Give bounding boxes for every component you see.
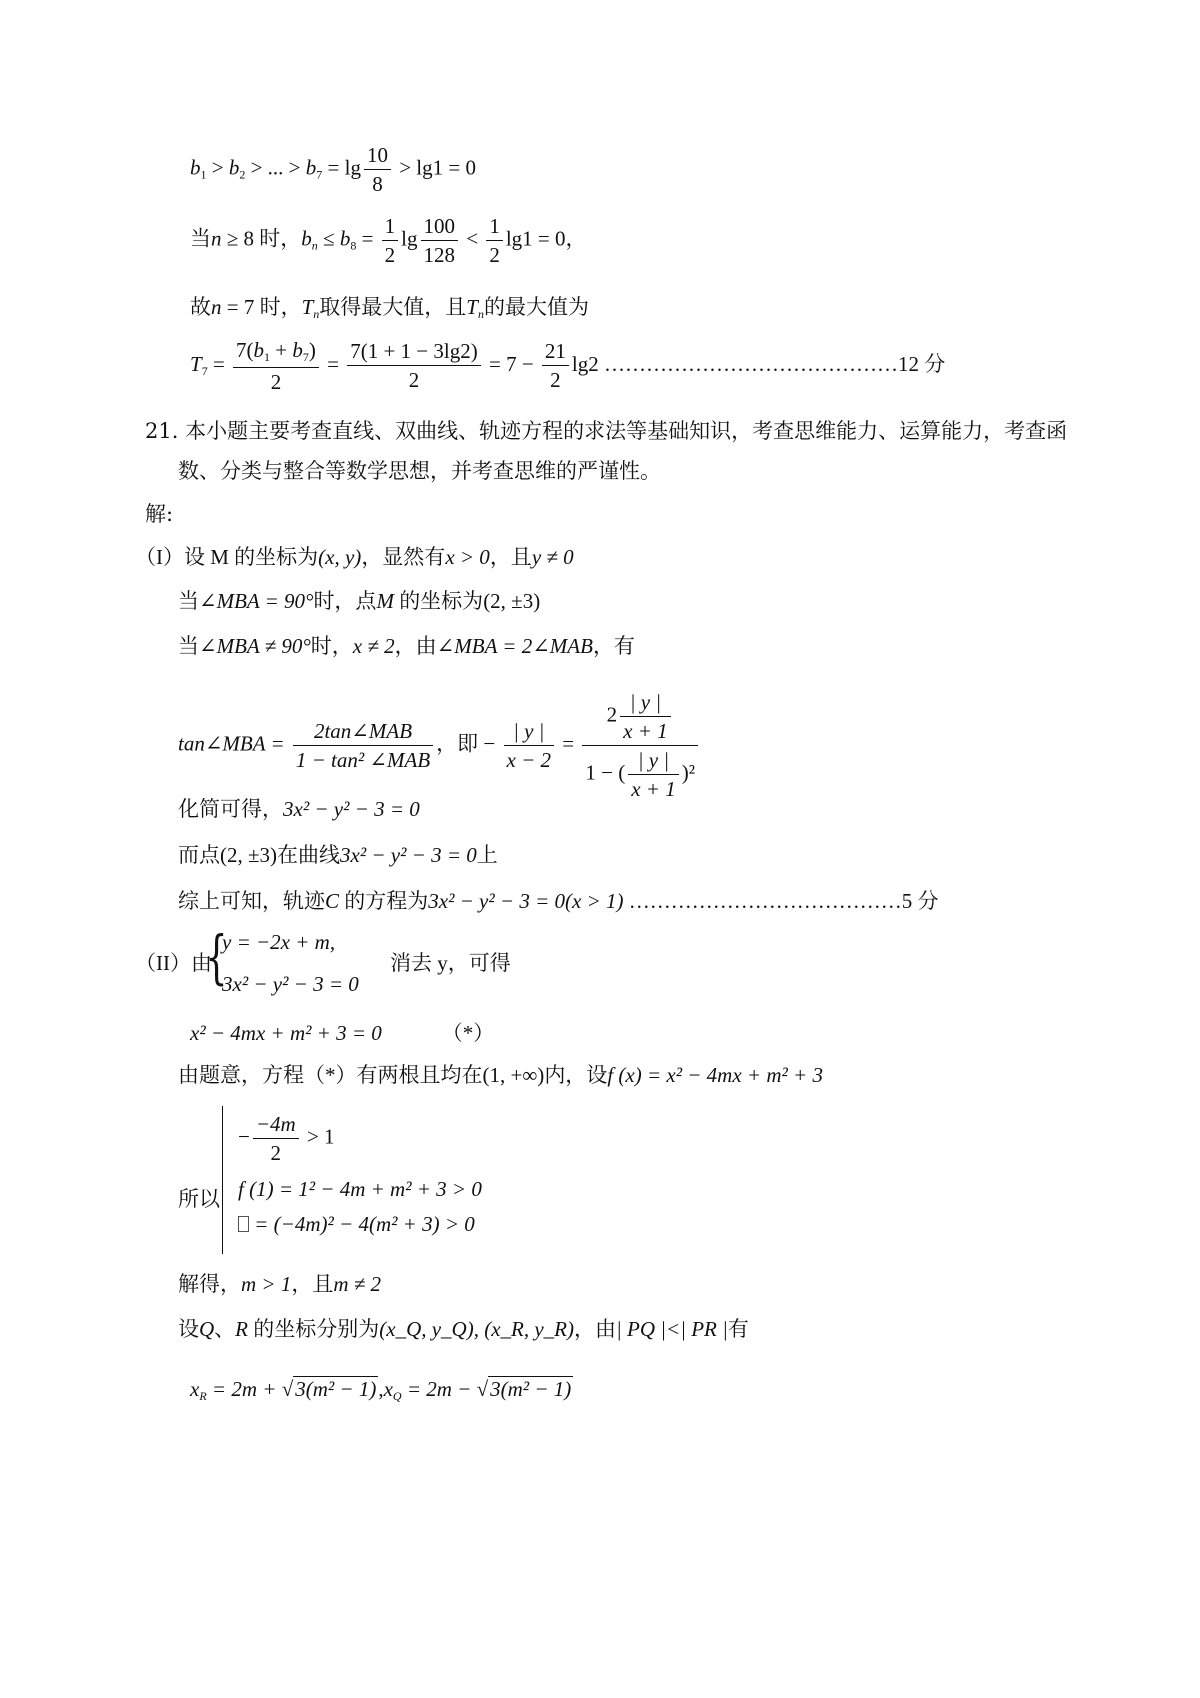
op: − — [238, 1124, 250, 1149]
op: = — [321, 351, 345, 376]
score-dots: …………………………………5 分 — [623, 889, 939, 913]
text: 时，点 — [313, 589, 377, 613]
op: + — [270, 338, 293, 362]
math: 3x² − y² − 3 = 0(x > 1) — [428, 889, 624, 913]
roots-xr-xq — [190, 1378, 573, 1403]
text: 的最大值为 — [483, 295, 589, 319]
sub: 7 — [316, 167, 323, 182]
denominator: 2 — [270, 369, 282, 394]
op: = 7 − — [483, 351, 539, 376]
solution-label: 解: — [145, 502, 174, 526]
trajectory-equation — [178, 890, 939, 913]
var: n — [211, 295, 222, 319]
var: b — [228, 155, 240, 180]
op: = — [207, 351, 231, 376]
fraction — [628, 748, 679, 801]
radicand: 3(m² − 1) — [295, 1377, 377, 1401]
text: 2 — [606, 702, 618, 727]
text: ，且 — [291, 1272, 334, 1296]
math: m > 1 — [241, 1272, 292, 1296]
numerator: 7(1 + 1 − 3lg2) — [347, 339, 481, 366]
text: 当 — [178, 634, 199, 658]
eliminate-y: 消去 y，可得 — [390, 951, 511, 975]
var: b — [305, 155, 317, 180]
text: ≥ 8 时， — [221, 226, 302, 251]
q21-intro-line1: 21. 本小题主要考查直线、双曲线、轨迹方程的求法等基础知识，考查思维能力、运算能力，考查函 — [145, 419, 1068, 443]
text: 由题意，方程（*）有两根且均在 — [178, 1063, 483, 1087]
quadratic-star — [190, 1022, 494, 1045]
suoyi-label: 所以 — [178, 1187, 220, 1211]
denominator: x + 1 — [623, 719, 668, 744]
math: (2, ±3) — [483, 589, 541, 613]
denominator — [582, 746, 698, 801]
op: = — [356, 226, 379, 251]
text: （I）设 M 的坐标为 — [135, 545, 319, 569]
part2-label: （II）由 — [135, 951, 212, 975]
math: ∠MBA = 2∠MAB — [436, 634, 593, 658]
numerator: 100 — [421, 214, 459, 241]
math: (x, y) — [318, 545, 362, 569]
text: ，显然有 — [361, 545, 446, 569]
math: (1, +∞) — [482, 1063, 545, 1087]
score-dots: ……………………………………12 分 — [598, 351, 946, 376]
text: )² — [681, 760, 695, 785]
math: f (x) = x² − 4mx + m² + 3 — [607, 1063, 823, 1087]
text: 内，设 — [544, 1063, 608, 1087]
op: > 1 — [301, 1124, 335, 1149]
denominator: 2 — [384, 243, 396, 268]
denominator: 2 — [408, 368, 420, 393]
system-eq-2: 3x² − y² − 3 = 0 — [222, 972, 359, 996]
left-brace-large — [222, 1106, 237, 1254]
text: = 7 时， — [221, 295, 302, 319]
compound-fraction — [582, 690, 698, 802]
math: x² − 4mx + m² + 3 = 0 — [190, 1021, 382, 1045]
text: 的坐标为 — [393, 589, 484, 613]
op: = lg — [322, 155, 361, 180]
text: 有 — [727, 1317, 749, 1341]
var: b — [190, 155, 201, 180]
op: > ... > — [245, 155, 306, 180]
text: （*） — [441, 1021, 495, 1045]
math: (x_Q, y_Q), (x_R, y_R) — [379, 1317, 574, 1341]
fraction — [233, 338, 319, 394]
simplified-equation — [178, 798, 420, 821]
text: 当 — [190, 226, 211, 251]
var: M — [376, 589, 394, 613]
var: R — [235, 1317, 248, 1341]
var: b — [339, 226, 351, 251]
numerator: 1 — [486, 214, 503, 241]
text: 、 — [214, 1317, 236, 1341]
var: b — [292, 338, 303, 362]
q21-intro-line2: 数、分类与整合等数学思想，并考查思维的严谨性。 — [178, 459, 661, 483]
fraction — [382, 214, 399, 267]
numerator: | y | — [504, 719, 555, 746]
sub: n — [477, 307, 484, 321]
sub: 8 — [350, 238, 357, 253]
sqrt-icon: √ — [476, 1377, 489, 1401]
numerator: 21 — [542, 339, 569, 366]
numerator: 1 — [382, 214, 399, 241]
sub: 7 — [201, 363, 208, 378]
sqrt-icon: √ — [281, 1377, 294, 1401]
math: x ≠ 2 — [352, 634, 395, 658]
text: 在曲线 — [277, 843, 341, 867]
q-r-coordinates — [178, 1318, 749, 1341]
numerator — [233, 338, 319, 368]
text: 的方程为 — [339, 889, 429, 913]
math: (2, ±3) — [220, 843, 278, 867]
var: b — [253, 338, 265, 362]
text: , — [378, 1377, 384, 1401]
tan-double-angle — [178, 690, 701, 802]
text: 7( — [236, 338, 254, 362]
case-n-geq-8 — [190, 214, 587, 267]
fraction — [293, 719, 433, 772]
sub: Q — [392, 1389, 402, 1403]
part1-case-not90 — [178, 635, 635, 658]
numerator: 10 — [364, 143, 391, 170]
numerator: −4m — [253, 1112, 299, 1139]
t7-value — [190, 338, 945, 394]
math: = (−4m)² − 4(m² + 3) > 0 — [249, 1212, 475, 1236]
fraction — [364, 143, 391, 196]
sub: 1 — [200, 167, 207, 182]
condition-2: f (1) = 1² − 4m + m² + 3 > 0 — [238, 1177, 482, 1201]
text: 取得最大值，且 — [319, 295, 467, 319]
math: | PQ |<| PR | — [616, 1317, 728, 1341]
math: = 2m − — [401, 1377, 477, 1401]
denominator: 8 — [372, 172, 383, 197]
text: 设 — [178, 1317, 199, 1341]
text: ，有 — [592, 634, 635, 658]
sub: R — [199, 1389, 207, 1403]
sub: n — [313, 307, 320, 321]
fraction — [542, 339, 569, 392]
denominator: x + 1 — [631, 777, 676, 802]
text: 而点 — [178, 843, 220, 867]
text: lg — [401, 226, 418, 251]
point-on-curve — [178, 844, 498, 867]
numerator: 2tan∠MAB — [293, 719, 433, 746]
sub: 1 — [264, 350, 271, 364]
denominator: 128 — [423, 243, 455, 268]
left-brace: { — [205, 923, 228, 991]
roots-condition — [178, 1064, 823, 1087]
math: ∠MBA = 90° — [199, 589, 314, 613]
part1-case-90 — [178, 590, 540, 613]
op: > lg1 = 0 — [393, 155, 476, 180]
text: 时， — [310, 634, 353, 658]
text: 当 — [178, 589, 199, 613]
denominator: x − 2 — [506, 748, 552, 773]
text: ，且 — [489, 545, 532, 569]
fraction — [620, 690, 671, 743]
sub: 2 — [239, 167, 246, 182]
numerator: | y | — [628, 748, 679, 775]
text: 故 — [190, 295, 211, 319]
fraction — [347, 339, 481, 392]
var: T — [466, 295, 478, 319]
text: 上 — [476, 843, 498, 867]
sub: n — [311, 238, 318, 253]
condition-3 — [238, 1212, 475, 1237]
delta-placeholder-icon — [238, 1216, 249, 1232]
denominator: 2 — [489, 243, 500, 268]
var: n — [211, 226, 222, 251]
sub: 7 — [302, 350, 309, 364]
op: ≤ — [317, 226, 340, 251]
math: ∠MBA ≠ 90° — [199, 634, 311, 658]
fraction — [253, 1112, 299, 1165]
solution-range — [178, 1273, 381, 1296]
math: tan∠MBA = — [178, 731, 290, 756]
op: < — [461, 226, 484, 251]
var: x — [383, 1377, 393, 1401]
text: ，即 − — [436, 731, 501, 756]
text: lg1 = 0， — [505, 226, 587, 251]
text: 的坐标分别为 — [248, 1317, 380, 1341]
var: x — [190, 1377, 200, 1401]
inequality-chain-b — [190, 143, 476, 196]
condition-1 — [238, 1112, 335, 1165]
math: 3x² − y² − 3 = 0 — [340, 843, 477, 867]
text: lg2 — [571, 351, 599, 376]
fraction — [486, 214, 503, 267]
text: 化简可得， — [178, 797, 283, 821]
conclusion-n7 — [190, 296, 589, 321]
system-eq-1: y = −2x + m, — [222, 930, 336, 954]
text: ，由 — [574, 1317, 616, 1341]
numerator: | y | — [620, 690, 671, 717]
var: C — [325, 889, 340, 913]
text: 综上可知，轨迹 — [178, 889, 325, 913]
var: T — [190, 351, 202, 376]
text: 解得， — [178, 1272, 241, 1296]
text: ，由 — [394, 634, 437, 658]
radicand: 3(m² − 1) — [490, 1377, 572, 1401]
denominator: 2 — [550, 368, 561, 393]
math: 3x² − y² − 3 = 0 — [283, 797, 420, 821]
math: x > 0 — [445, 545, 490, 569]
part1-setup — [135, 546, 574, 569]
math: m ≠ 2 — [333, 1272, 382, 1296]
fraction — [504, 719, 555, 772]
var: T — [301, 295, 314, 319]
fraction — [421, 214, 459, 267]
denominator: 1 − tan² ∠MAB — [295, 748, 431, 773]
math: = 2m + — [206, 1377, 282, 1401]
text: 1 − ( — [585, 760, 626, 785]
denominator: 2 — [270, 1141, 282, 1166]
op: > — [206, 155, 229, 180]
var: Q — [199, 1317, 215, 1341]
math: y ≠ 0 — [531, 545, 574, 569]
var: b — [301, 226, 312, 251]
numerator — [582, 690, 698, 746]
op: = — [557, 731, 580, 756]
text: ) — [308, 338, 316, 362]
